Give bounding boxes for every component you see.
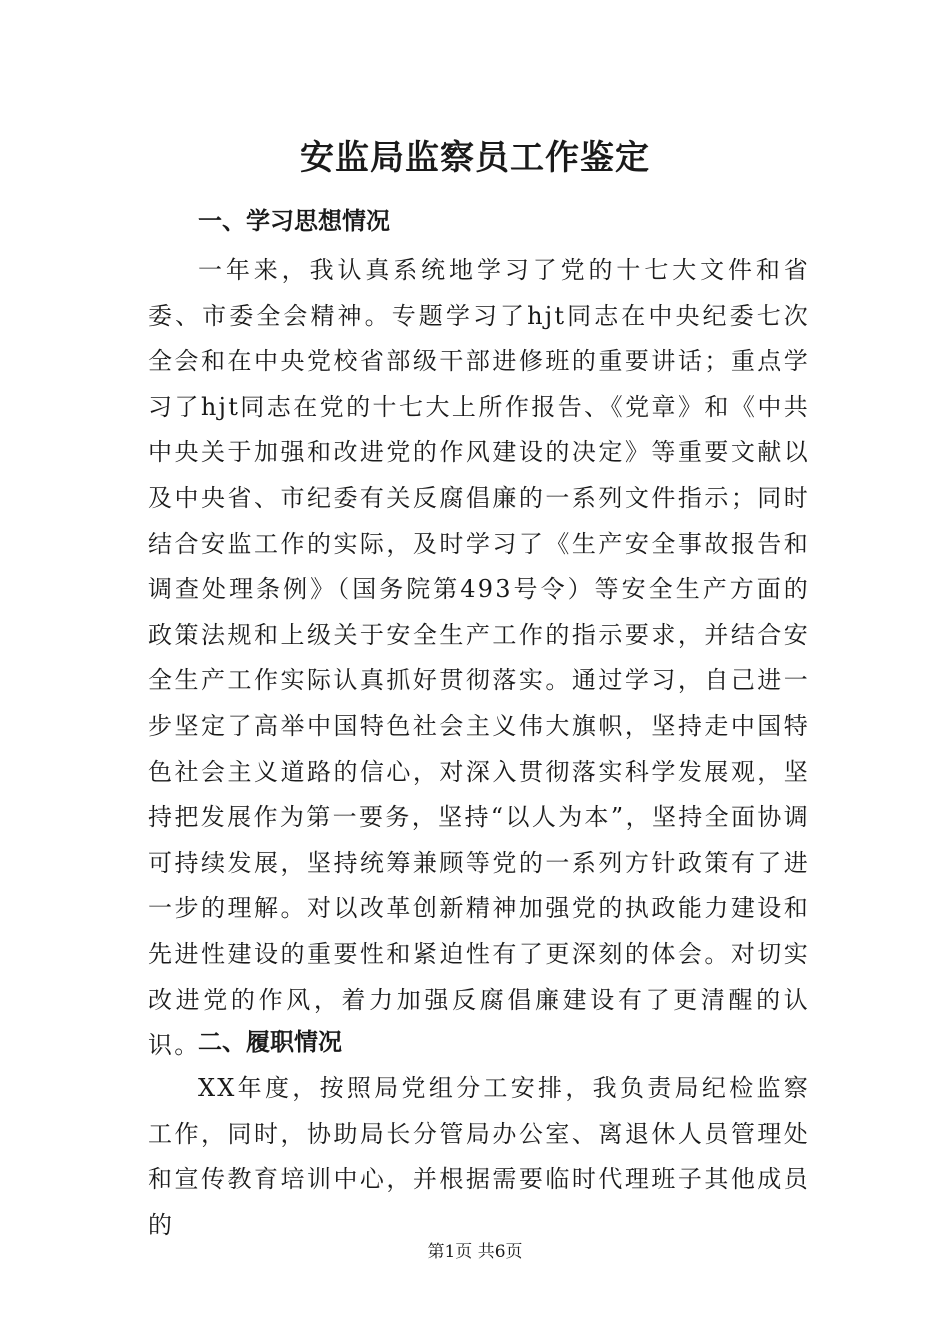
section-heading-study: 一、学习思想情况 [198, 207, 390, 235]
document-title: 安监局监察员工作鉴定 [300, 138, 650, 178]
section-body-study: 一年来，我认真系统地学习了党的十七大文件和省委、市委全会精神。专题学习了hjt同志在中央纪委七次全会和在中央党校省部级干部进修班的重要讲话；重点学习了hjt同志在党的十七大上所作报告、《党章》和《中共中央关于加强和改进党的作风建设的决定》等重要文献以及中央省、市纪委有关反腐倡廉的一系列文件指示；同时结合安监工作的实际，及时学习了《生产安全事故报告和调查处理条例》（国务院第493号令）等安全生产方面的政策法规和上级关于安全生产工作的指示要求，并结合安全生产工作实际认真抓好贯彻落实。通过学习，自己进一步坚定了高举中国特色社会主义伟大旗帜，坚持走中国特色社会主义道路的信心，对深入贯彻落实科学发展观，坚持把发展作为第一要务，坚持“以人为本”，坚持全面协调可持续发展，坚持统筹兼顾等党的一系列方针政策有了进一步的理解。对以改革创新精神加强党的执政能力建设和先进性建设的重要性和紧迫性有了更深刻的体会。对切实改进党的作风，着力加强反腐倡廉建设有了更清醒的认识。 [148, 256, 810, 1060]
page-number-footer: 第1页 共6页 [427, 1242, 523, 1262]
section-heading-duties: 二、履职情况 [198, 1028, 342, 1056]
section-body-duties: XX年度，按照局党组分工安排，我负责局纪检监察工作，同时，协助局长分管局办公室、离退休人员管理处和宣传教育培训中心，并根据需要临时代理班子其他成员的 [148, 1074, 810, 1239]
